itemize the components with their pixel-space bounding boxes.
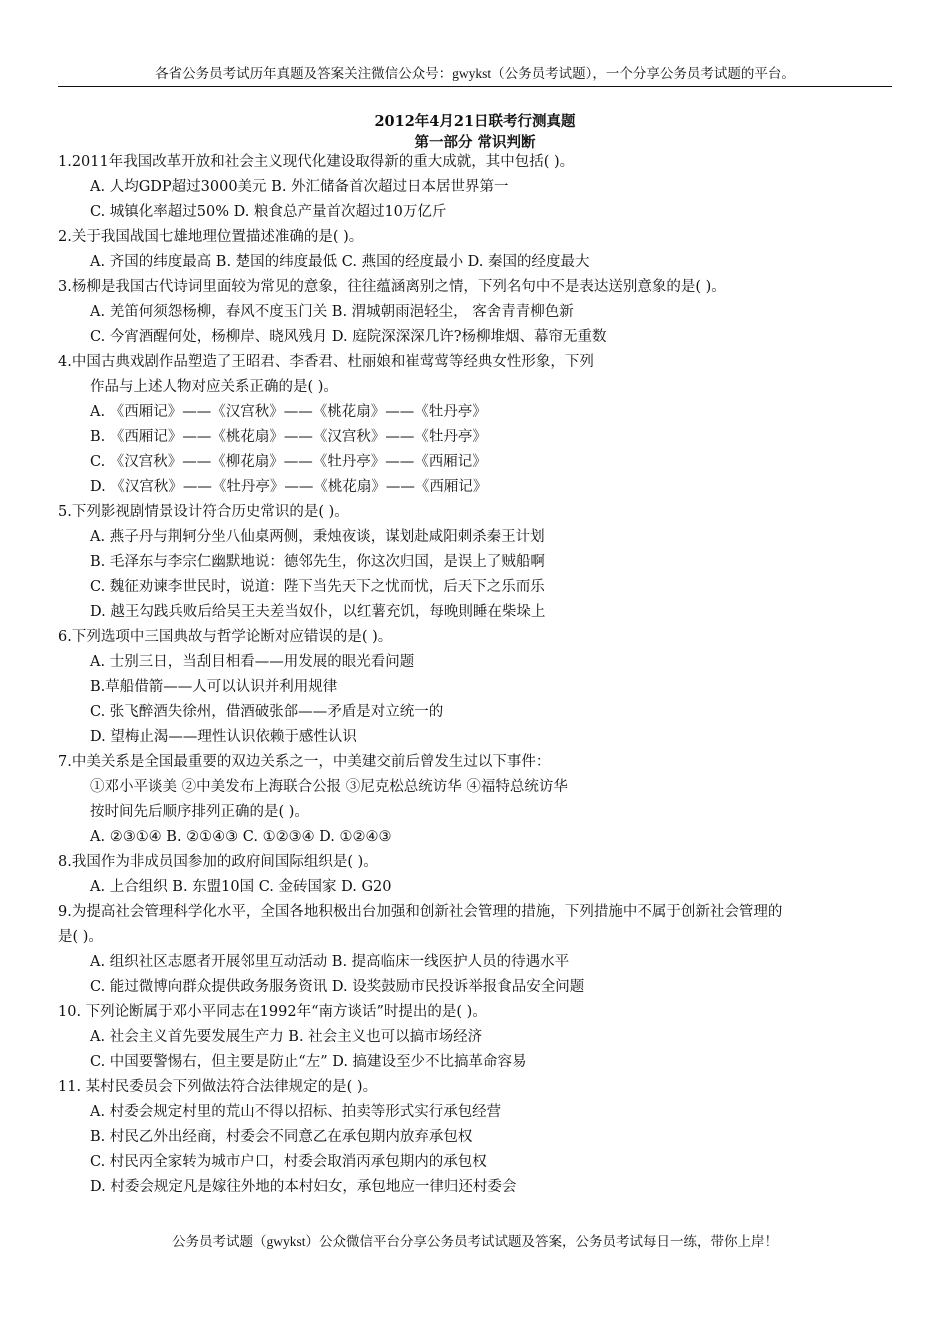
answer-option: C. 《汉宫秋》——《柳花扇》——《牡丹亭》——《西厢记》 — [90, 454, 487, 470]
answer-option: C. 村民丙全家转为城市户口，村委会取消丙承包期内的承包权 — [90, 1154, 487, 1170]
question-4 — [58, 350, 896, 500]
answer-option: C. 能过微博向群众提供政务服务资讯 D. 设奖鼓励市民投诉举报食品安全问题 — [90, 979, 585, 995]
answer-option: C. 中国要警惕右，但主要是防止“左” D. 搞建设至少不比搞革命容易 — [90, 1054, 527, 1070]
answer-option: C. 张飞醉酒失徐州，借酒破张郃——矛盾是对立统一的 — [90, 704, 444, 720]
question-stem: 10. 下列论断属于邓小平同志在1992年“南方谈话”时提出的是( )。 — [58, 1004, 487, 1020]
answer-option: A. 人均GDP超过3000美元 B. 外汇储备首次超过日本居世界第一 — [90, 179, 509, 195]
answer-option: C. 今宵酒醒何处，杨柳岸、晓风残月 D. 庭院深深深几许?杨柳堆烟、幕帘无重数 — [90, 329, 607, 345]
answer-option: A. 上合组织 B. 东盟10国 C. 金砖国家 D. G20 — [90, 879, 392, 895]
answer-option: D. 望梅止渴——理性认识依赖于感性认识 — [90, 729, 357, 745]
section-title: 第一部分 常识判断 — [414, 134, 536, 151]
question-6 — [58, 625, 896, 750]
header-divider — [58, 86, 892, 87]
question-stem: 11. 某村民委员会下列做法符合法律规定的是( )。 — [58, 1079, 378, 1095]
question-stem: 9.为提高社会管理科学化水平，全国各地积极出台加强和创新社会管理的措施，下列措施中不属于创新社会管理的 — [58, 904, 783, 920]
question-11 — [58, 1075, 896, 1200]
question-stem: ①邓小平谈美 ②中美发布上海联合公报 ③尼克松总统访华 ④福特总统访华 — [90, 779, 568, 795]
answer-option: B. 村民乙外出经商，村委会不同意乙在承包期内放弃承包权 — [90, 1129, 473, 1145]
question-stem: 7.中美关系是全国最重要的双边关系之一，中美建交前后曾发生过以下事件： — [58, 754, 551, 770]
question-stem: 6.下列选项中三国典故与哲学论断对应错误的是( )。 — [58, 629, 393, 645]
question-5 — [58, 500, 896, 625]
question-stem: 2.关于我国战国七雄地理位置描述准确的是( )。 — [58, 229, 364, 245]
answer-option: A. 《西厢记》——《汉宫秋》——《桃花扇》——《牡丹亭》 — [90, 404, 487, 420]
question-stem: 5.下列影视剧情景设计符合历史常识的是( )。 — [58, 504, 349, 520]
question-3 — [58, 275, 896, 350]
question-stem: 3.杨柳是我国古代诗词里面较为常见的意象，往往蕴涵离别之情，下列名句中不是表达送别意象的是( )。 — [58, 279, 726, 295]
question-9 — [58, 900, 896, 1000]
answer-option: A. 村委会规定村里的荒山不得以招标、拍卖等形式实行承包经营 — [90, 1104, 502, 1120]
answer-option: C. 魏征劝谏李世民时，说道：陛下当先天下之忧而忧，后天下之乐而乐 — [90, 579, 545, 595]
question-stem: 是( )。 — [58, 929, 103, 945]
page-footer: 公务员考试题（gwykst）公众微信平台分享公务员考试试题及答案，公务员考试每日一练，带你上岸！ — [171, 1234, 778, 1249]
answer-option: B.草船借箭——人可以认识并利用规律 — [90, 679, 338, 695]
answer-option: A. 齐国的纬度最高 B. 楚国的纬度最低 C. 燕国的经度最小 D. 秦国的经度最大 — [90, 254, 590, 270]
answer-option: A. 羌笛何须怨杨柳，春风不度玉门关 B. 渭城朝雨浥轻尘， 客舍青青柳色新 — [90, 304, 574, 320]
page-header: 各省公务员考试历年真题及答案关注微信公众号：gwykst（公务员考试题），一个分享公务员考试题的平台。 — [155, 66, 795, 81]
question-stem: 8.我国作为非成员国参加的政府间国际组织是( )。 — [58, 854, 378, 870]
answer-option: A. 组织社区志愿者开展邻里互动活动 B. 提高临床一线医护人员的待遇水平 — [90, 954, 570, 970]
question-10 — [58, 1000, 896, 1075]
question-2 — [58, 225, 896, 275]
answer-option: A. 士别三日，当刮目相看——用发展的眼光看问题 — [90, 654, 415, 670]
question-list — [58, 150, 896, 1200]
answer-option: A. ②③①④ B. ②①④③ C. ①②③④ D. ①②④③ — [90, 829, 392, 845]
question-1 — [58, 150, 896, 225]
answer-option: A. 燕子丹与荆轲分坐八仙桌两侧，秉烛夜谈，谋划赴咸阳刺杀秦王计划 — [90, 529, 545, 545]
answer-option: B. 毛泽东与李宗仁幽默地说：德邻先生，你这次归国，是误上了贼船啊 — [90, 554, 545, 570]
question-8 — [58, 850, 896, 900]
document-title: 2012年4月21日联考行测真题 — [374, 113, 576, 130]
answer-option: A. 社会主义首先要发展生产力 B. 社会主义也可以搞市场经济 — [90, 1029, 483, 1045]
question-7 — [58, 750, 896, 850]
question-stem: 按时间先后顺序排列正确的是( )。 — [90, 804, 309, 820]
answer-option: C. 城镇化率超过50% D. 粮食总产量首次超过10万亿斤 — [90, 204, 447, 220]
answer-option: D. 村委会规定凡是嫁往外地的本村妇女，承包地应一律归还村委会 — [90, 1179, 517, 1195]
answer-option: D. 《汉宫秋》——《牡丹亭》——《桃花扇》——《西厢记》 — [90, 479, 488, 495]
answer-option: D. 越王勾践兵败后给吴王夫差当奴仆，以红薯充饥，每晚則睡在柴垛上 — [90, 604, 546, 620]
question-stem: 4.中国古典戏剧作品塑造了王昭君、李香君、杜丽娘和崔莺莺等经典女性形象，下列 — [58, 354, 594, 370]
answer-option: B. 《西厢记》——《桃花扇》——《汉宫秋》——《牡丹亭》 — [90, 429, 487, 445]
question-stem: 1.2011年我国改革开放和社会主义现代化建设取得新的重大成就，其中包括( )。 — [58, 154, 575, 170]
question-stem: 作品与上述人物对应关系正确的是( )。 — [90, 379, 338, 395]
